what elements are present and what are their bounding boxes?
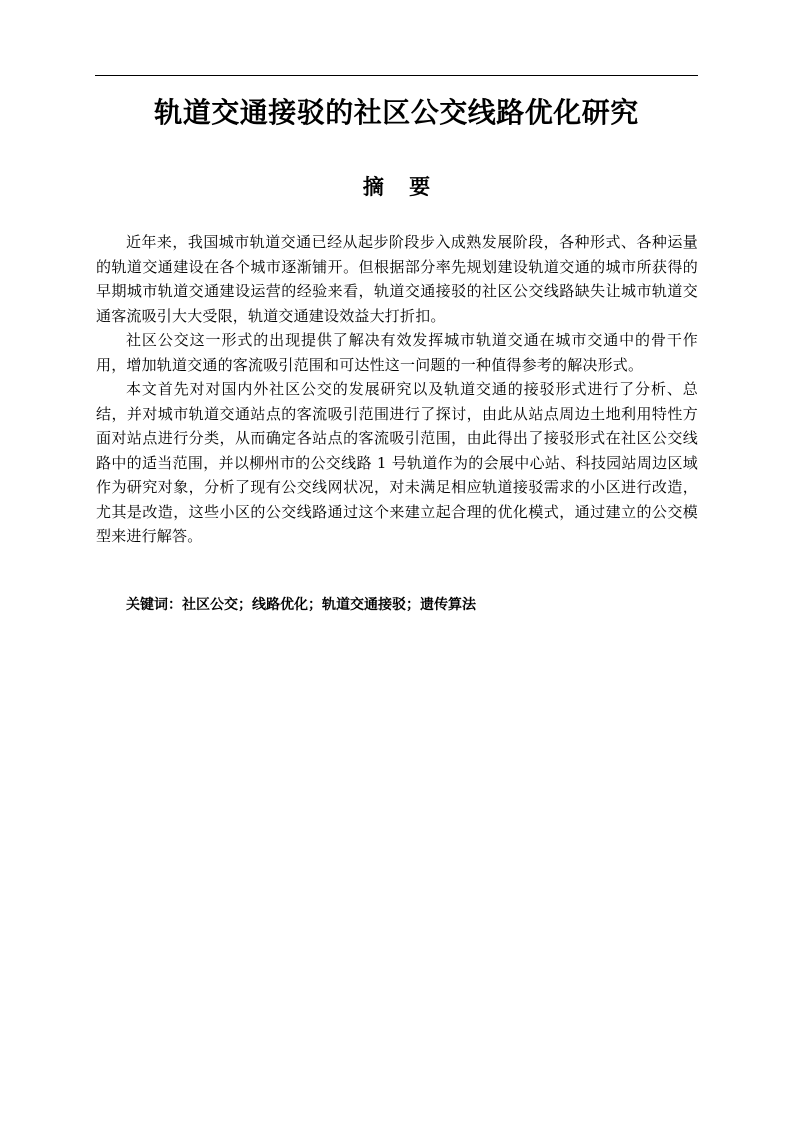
abstract-paragraph-3: 本文首先对对国内外社区公交的发展研究以及轨道交通的接驳形式进行了分析、总结，并对城市轨道交通站点的客流吸引范围进行了探讨，由此从站点周边土地利用特性方面对站点进行分类，从而确定各站点的客流吸引范围，由此得出了接驳形式在社区公交线路中的适当范围，并以柳州市的公交线路 1 号轨道作为的会展中心站、科技园站周边区域作为研究对象，分析了现有公交线网状况，对未满足相应轨道接驳需求的小区进行改造，尤其是改造，这些小区的公交线路通过这个来建立起合理的优化模式，通过建立的公交模型来进行解答。: [96, 380, 698, 545]
abstract-paragraph-2: 社区公交这一形式的出现提供了解决有效发挥城市轨道交通在城市交通中的骨干作用，增加轨道交通的客流吸引范围和可达性这一问题的一种值得参考的解决形式。: [96, 331, 698, 374]
keywords-line: 关键词：社区公交；线路优化；轨道交通接驳；遗传算法: [126, 597, 476, 613]
abstract-paragraph-1: 近年来，我国城市轨道交通已经从起步阶段步入成熟发展阶段，各种形式、各种运量的轨道交通建设在各个城市逐渐铺开。但根据部分率先规划建设轨道交通的城市所获得的早期城市轨道交通建设运营的经验来看，轨道交通接驳的社区公交线路缺失让城市轨道交通客流吸引大大受限，轨道交通建设效益大打折扣。: [96, 233, 698, 325]
header-rule: [95, 75, 698, 76]
abstract-body: [96, 230, 698, 549]
abstract-heading: 摘 要: [362, 175, 431, 199]
paper-title: 轨道交通接驳的社区公交线路优化研究: [154, 96, 639, 129]
